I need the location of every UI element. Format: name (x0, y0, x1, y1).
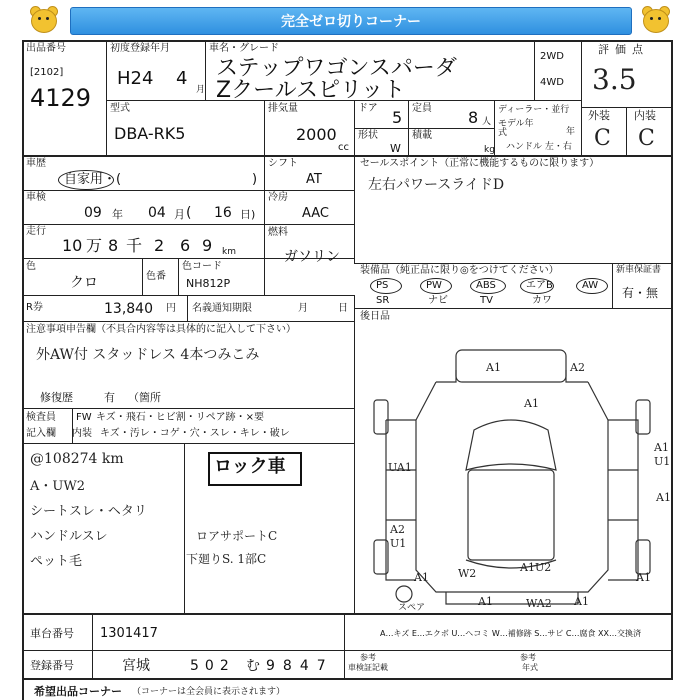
equipment-label: 装備品（純正品に限り◎をつけてください） (360, 265, 559, 276)
displacement-label: 排気量 (268, 103, 298, 114)
drive-2wd: 2WD (540, 51, 564, 62)
lot-sub: [2102] (30, 67, 64, 78)
aircon-label: 冷房 (268, 192, 288, 203)
notes-value: 外AW付 スタッドレス 4本つみこみ (36, 347, 260, 363)
spare-label: スペア (398, 603, 426, 613)
plate-kana: む (246, 658, 260, 674)
mileage-label: 走行 (26, 226, 46, 237)
repair-place: （箇所 (128, 391, 161, 404)
repair-label: 修復歴 (40, 391, 73, 404)
lock-stamp: ロック車 (214, 456, 286, 477)
equip-airbag: エアB (526, 280, 553, 291)
sales-value: 左右パワースライドD (368, 177, 505, 193)
doors-value: 5 (392, 108, 403, 127)
inspector-int: 内装 (72, 428, 92, 439)
hand-line2: A・UW2 (30, 479, 85, 494)
notice-month-unit: 月 (298, 303, 308, 314)
inspection-month: 04 (148, 205, 166, 221)
score-int-label: 内装 (634, 109, 656, 122)
lot-number: 4129 (30, 84, 92, 112)
mark-u1: U1 (390, 537, 407, 550)
mark-a1: A1 (478, 595, 493, 608)
fuel-label: 燃料 (268, 227, 288, 238)
mileage-d3: 2 (154, 236, 165, 255)
header (0, 0, 700, 38)
equip-sr: SR (376, 295, 390, 306)
category-close: ) (252, 172, 258, 187)
inspector-int-items: キズ・汚レ・コゲ・穴・スレ・キレ・破レ (100, 428, 290, 439)
notes-label: 注意事項申告欄（不具合内容等は具体的に記入して下さい） (26, 324, 296, 335)
capacity-label: 定員 (412, 103, 432, 114)
damage-legend: A…キズ E…エクボ U…ヘコミ W…補修跡 S…サビ C…腐食 XX…交換済 (380, 629, 642, 638)
mark-a1: A1 (486, 361, 501, 374)
mark-w2: W2 (458, 567, 477, 580)
category-options: 自家用・( (64, 172, 122, 187)
footer-right-label3: 参考 (520, 653, 536, 662)
mark-a1: A1 (656, 491, 671, 504)
mark-a1: A1 (574, 595, 589, 608)
doors-label: ドア (358, 103, 378, 114)
inspector-fw-items: キズ・飛石・ヒビ割・リペア跡・×要 (96, 412, 264, 423)
car-name-line1: ステップワゴンスパーダ (216, 56, 457, 81)
footer-right-label1: 参考 (360, 653, 376, 662)
hand-line4: ハンドルスレ (30, 529, 108, 544)
reg-month: 4 (176, 68, 188, 89)
mileage-unit: km (222, 247, 236, 257)
footer-title: 希望出品コーナー (34, 685, 122, 698)
chassis-label: 車台番号 (30, 627, 74, 640)
equip-navi: ナビ (428, 295, 448, 306)
shift-label: シフト (268, 158, 298, 169)
inspector-label1: 検査員 (26, 412, 56, 423)
inspection-year-unit: 年 (112, 208, 123, 221)
footer-right-label2: 車検証記載 (348, 663, 388, 672)
repair-value: 有 (104, 391, 115, 404)
equip-pw: PW (426, 280, 442, 291)
plate-num: 9847 (266, 658, 334, 674)
new-manual-value: 有・無 (622, 286, 659, 300)
mileage-u2: 千 (126, 236, 143, 255)
footer-right-label4: 年式 (522, 663, 538, 672)
shape-label: 形状 (358, 130, 378, 141)
mark-wa2: WA2 (526, 597, 552, 610)
displacement-unit: cc (338, 142, 349, 153)
model-value: DBA-RK5 (114, 124, 186, 143)
mileage-d2: 8 (108, 236, 119, 255)
hand-right2: 下廻りS. 1部C (186, 552, 267, 566)
plate-class: 502 (190, 658, 235, 674)
score-label: 評価点 (598, 43, 649, 56)
model-year-unit: 年 (566, 127, 576, 137)
hand-mileage: @108274 km (30, 451, 124, 467)
mark-a1: A1 (636, 571, 651, 584)
car-name-line2: Zクールスピリット (216, 78, 406, 103)
displacement-value: 2000 (296, 125, 337, 144)
recycle-label: R券 (26, 302, 43, 313)
mark-a1: A1 (414, 571, 429, 584)
score-value: 3.5 (592, 63, 637, 96)
mileage-d4: 6 (180, 236, 191, 255)
score-ext-label: 外装 (588, 109, 610, 122)
notice-day-unit: 日 (338, 303, 348, 314)
score-int-value: C (638, 126, 655, 151)
equip-tv: TV (480, 295, 493, 306)
corner-banner: 完全ゼロ切りコーナー (70, 7, 632, 35)
color-label: 色 (26, 261, 36, 272)
plate-region: 宮城 (122, 658, 150, 674)
recycle-value: 13,840 (104, 301, 153, 317)
fuel-value: ガソリン (284, 249, 340, 265)
handle-side: ハンドル 左・右 (506, 142, 572, 152)
load-unit: kg (484, 145, 495, 155)
mark-a1: A1 (654, 441, 669, 454)
score-ext-value: C (594, 126, 611, 151)
hand-line5: ペット毛 (30, 554, 83, 569)
hand-line3: シートスレ・ヘタリ (30, 504, 147, 519)
mascot-bear-icon (28, 4, 58, 34)
reg-era: H24 (117, 68, 154, 89)
category-label: 車歴 (26, 158, 46, 169)
hand-right1: ロアサポートC (196, 529, 278, 543)
equip-kawa: カワ (532, 295, 552, 306)
aircon-value: AAC (302, 206, 329, 221)
drive-4wd: 4WD (540, 77, 564, 88)
inspection-month-unit: 月 (174, 208, 185, 221)
sales-label: セールスポイント（正常に機能するものに限ります） (360, 158, 600, 169)
footer-note: （コーナーは全会員に表示されます） (132, 687, 286, 697)
inspection-day-open: ( (186, 205, 192, 221)
lot-label: 出品番号 (26, 43, 66, 54)
reg-month-unit: 月 (196, 85, 206, 95)
model-year-label: モデル年式 (498, 119, 534, 138)
mileage-u1: 万 (86, 236, 103, 255)
color-num-label: 色番 (146, 271, 166, 282)
mark-ua1: UA1 (388, 461, 412, 474)
color-code-label: 色コード (182, 261, 222, 272)
inspection-year: 09 (84, 205, 102, 221)
equip-ps: PS (376, 280, 389, 291)
car-label: 車名・グレード (209, 43, 279, 54)
inspection-label: 車検 (26, 192, 46, 203)
capacity-unit: 人 (482, 117, 492, 127)
notice-label: 名義通知期限 (192, 303, 252, 314)
mileage-d5: 9 (202, 236, 213, 255)
mark-a1: A1 (524, 397, 539, 410)
chassis-value: 1301417 (100, 626, 158, 641)
inspection-day: 16 (214, 205, 232, 221)
mark-a2: A2 (390, 523, 405, 536)
equip-abs: ABS (476, 280, 496, 291)
reg-label: 初度登録年月 (110, 43, 170, 54)
color-code-value: NH812P (186, 277, 231, 290)
recycle-unit: 円 (166, 303, 176, 314)
mascot-bear-icon (640, 4, 670, 34)
mark-u1: U1 (654, 455, 671, 468)
dealer-label: ディーラー・並行 (498, 105, 570, 115)
capacity-value: 8 (468, 108, 479, 127)
plate-label: 登録番号 (30, 659, 74, 672)
rear-seat-label: 後日品 (360, 311, 390, 322)
mark-a2: A2 (570, 361, 585, 374)
inspector-fw: FW (76, 412, 92, 423)
shift-value: AT (306, 172, 322, 187)
new-manual-label: 新車保証書 (616, 265, 662, 275)
mark-a1u2: A1U2 (520, 561, 552, 574)
inspector-label2: 記入欄 (26, 428, 56, 439)
mileage-d1: 10 (62, 236, 83, 255)
inspection-day-unit: 日) (240, 208, 256, 221)
color-value: クロ (70, 275, 98, 291)
equip-aw: AW (582, 280, 599, 291)
model-label: 型式 (110, 103, 130, 114)
shape-value: W (390, 142, 401, 155)
load-label: 積載 (412, 130, 432, 141)
